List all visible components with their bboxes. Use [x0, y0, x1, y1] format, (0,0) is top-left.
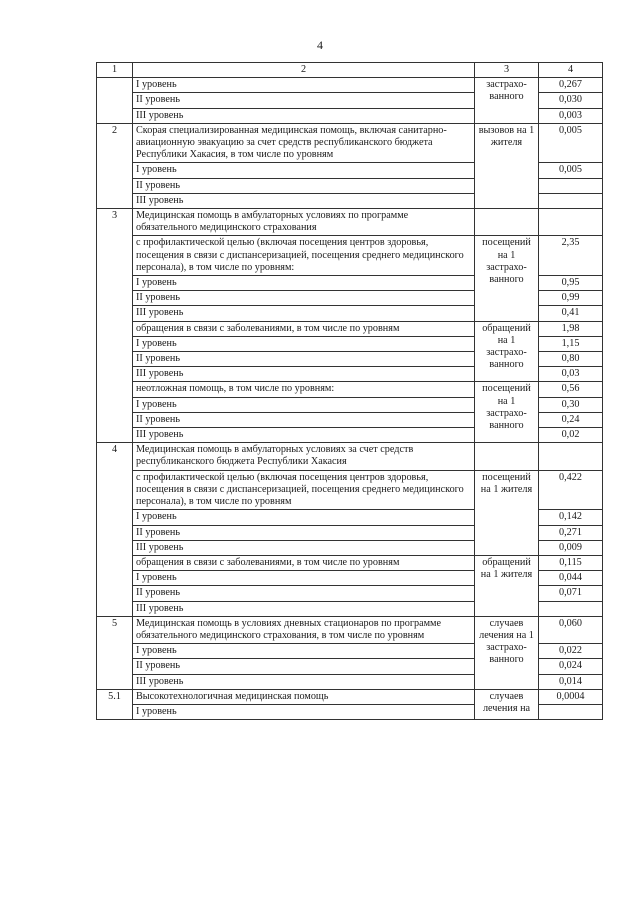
indicator-cell: обращения в связи с заболеваниями, в том числе по уровням [133, 321, 475, 336]
section-title-cell: Медицинская помощь в амбулаторных условиях по программе обязательного медицинского страхования [133, 209, 475, 236]
indicator-cell: II уровень [133, 93, 475, 108]
value-cell: 0,142 [539, 510, 603, 525]
unit-cell [475, 443, 539, 470]
indicator-cell: III уровень [133, 108, 475, 123]
row-number-cell [97, 78, 133, 124]
indicator-cell: III уровень [133, 674, 475, 689]
unit-cell: обращений на 1 жителя [475, 555, 539, 616]
table-row [97, 321, 603, 336]
value-cell [539, 193, 603, 208]
table-row [97, 470, 603, 510]
value-cell: 0,56 [539, 382, 603, 397]
value-cell: 0,014 [539, 674, 603, 689]
section-title-cell: Медицинская помощь в условиях дневных стационаров по программе обязательного медицинского страхования, в том числе по уровням [133, 616, 475, 643]
value-cell: 0,30 [539, 397, 603, 412]
value-cell: 0,003 [539, 108, 603, 123]
row-number-cell: 5 [97, 616, 133, 689]
unit-cell: вызовов на 1 жителя [475, 123, 539, 208]
value-cell: 0,115 [539, 555, 603, 570]
value-cell: 0,80 [539, 352, 603, 367]
indicator-cell: II уровень [133, 659, 475, 674]
indicator-cell: I уровень [133, 510, 475, 525]
value-cell: 0,95 [539, 276, 603, 291]
indicator-cell: II уровень [133, 352, 475, 367]
value-cell: 0,060 [539, 616, 603, 643]
value-cell: 2,35 [539, 236, 603, 276]
indicator-cell: I уровень [133, 571, 475, 586]
unit-cell: посещений на 1 застрахо-ванного [475, 382, 539, 443]
indicator-cell: Скорая специализированная медицинская помощь, включая санитарно-авиационную эвакуацию за счет средств республиканского бюджета Республики Хакасия, в том числе по уровням [133, 123, 475, 163]
indicator-cell: I уровень [133, 78, 475, 93]
value-cell: 0,422 [539, 470, 603, 510]
value-cell: 0,009 [539, 540, 603, 555]
section-title-cell: Высокотехнологичная медицинская помощь [133, 689, 475, 704]
value-cell: 0,005 [539, 123, 603, 163]
value-cell: 0,030 [539, 93, 603, 108]
unit-cell: случаев лечения на [475, 689, 539, 719]
indicator-cell: I уровень [133, 644, 475, 659]
unit-cell [475, 209, 539, 236]
indicators-table [96, 62, 603, 720]
row-number-cell: 2 [97, 123, 133, 208]
unit-cell: случаев лечения на 1 застрахо-ванного [475, 616, 539, 689]
indicator-cell: I уровень [133, 704, 475, 719]
value-cell [539, 178, 603, 193]
value-cell: 0,24 [539, 412, 603, 427]
indicator-cell: с профилактической целью (включая посещения центров здоровья, посещения в связи с диспансеризацией, посещения среднего медицинского персонала), в том числе по уровням [133, 470, 475, 510]
indicator-cell: III уровень [133, 193, 475, 208]
indicator-cell: II уровень [133, 412, 475, 427]
indicator-cell: I уровень [133, 336, 475, 351]
indicator-cell: I уровень [133, 397, 475, 412]
indicator-cell: III уровень [133, 540, 475, 555]
unit-cell: застрахо-ванного [475, 78, 539, 124]
header-cell: 1 [97, 63, 133, 78]
value-cell: 0,005 [539, 163, 603, 178]
indicator-cell: I уровень [133, 276, 475, 291]
value-cell [539, 601, 603, 616]
table-row [97, 555, 603, 570]
table-row [97, 78, 603, 93]
value-cell: 1,15 [539, 336, 603, 351]
indicator-cell: III уровень [133, 367, 475, 382]
value-cell: 0,071 [539, 586, 603, 601]
value-cell: 0,41 [539, 306, 603, 321]
header-cell: 2 [133, 63, 475, 78]
indicator-cell: I уровень [133, 163, 475, 178]
value-cell: 0,267 [539, 78, 603, 93]
value-cell: 0,271 [539, 525, 603, 540]
header-cell: 4 [539, 63, 603, 78]
section-title-cell: Медицинская помощь в амбулаторных условиях за счет средств республиканского бюджета Республики Хакасия [133, 443, 475, 470]
row-number-cell: 5.1 [97, 689, 133, 719]
indicator-cell: II уровень [133, 525, 475, 540]
table-row [97, 382, 603, 397]
indicator-cell: II уровень [133, 178, 475, 193]
indicator-cell: III уровень [133, 306, 475, 321]
value-cell: 0,02 [539, 428, 603, 443]
value-cell [539, 209, 603, 236]
row-number-cell: 4 [97, 443, 133, 616]
indicator-cell: II уровень [133, 291, 475, 306]
value-cell: 0,024 [539, 659, 603, 674]
indicator-cell: обращения в связи с заболеваниями, в том числе по уровням [133, 555, 475, 570]
indicator-cell: с профилактической целью (включая посещения центров здоровья, посещения в связи с диспансеризацией, посещения среднего медицинского персонала), в том числе по уровням: [133, 236, 475, 276]
page-number: 4 [317, 38, 323, 52]
table-row [97, 689, 603, 704]
value-cell [539, 704, 603, 719]
unit-cell: обращений на 1 застрахо-ванного [475, 321, 539, 382]
unit-cell: посещений на 1 застрахо-ванного [475, 236, 539, 321]
table-row [97, 123, 603, 163]
value-cell: 0,0004 [539, 689, 603, 704]
indicator-cell: III уровень [133, 601, 475, 616]
value-cell: 0,044 [539, 571, 603, 586]
value-cell [539, 443, 603, 470]
table-row [97, 209, 603, 236]
value-cell: 0,03 [539, 367, 603, 382]
row-number-cell: 3 [97, 209, 133, 443]
indicator-cell: II уровень [133, 586, 475, 601]
unit-cell: посещений на 1 жителя [475, 470, 539, 555]
indicator-cell: III уровень [133, 428, 475, 443]
table-row [97, 236, 603, 276]
indicator-cell: неотложная помощь, в том числе по уровням: [133, 382, 475, 397]
value-cell: 0,99 [539, 291, 603, 306]
value-cell: 1,98 [539, 321, 603, 336]
table-row [97, 443, 603, 470]
table-header-row [97, 63, 603, 78]
table-row [97, 616, 603, 643]
header-cell: 3 [475, 63, 539, 78]
value-cell: 0,022 [539, 644, 603, 659]
